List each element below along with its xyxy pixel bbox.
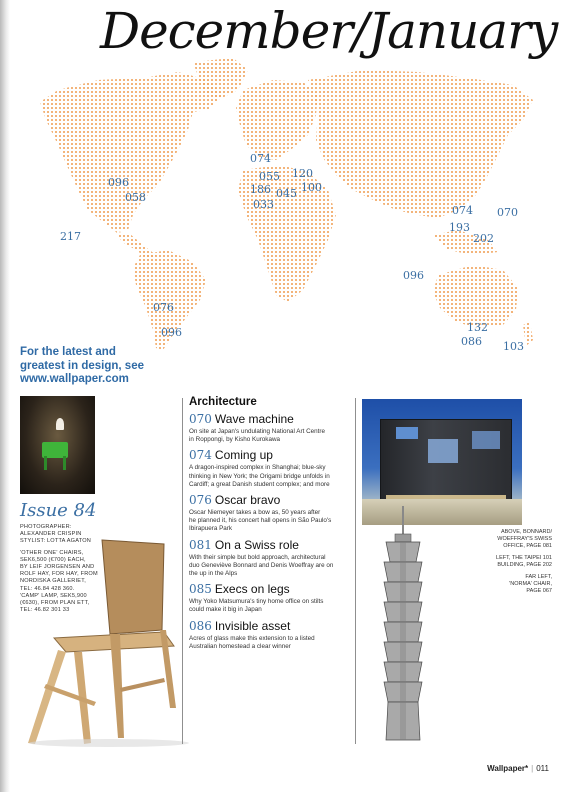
entry-headline: On a Swiss role — [214, 537, 299, 552]
world-map — [18, 50, 548, 360]
map-page-number[interactable]: 120 — [292, 167, 313, 180]
map-page-number[interactable]: 132 — [467, 321, 488, 334]
entry-description: thinking in New York; the Origami bridge unfolds in — [189, 472, 330, 480]
credit-line: ROLF HAY, FOR HAY, FROM — [20, 571, 98, 578]
page-number: 070 — [189, 412, 212, 426]
entry-description: On site at Japan's undulating National Art Centre — [189, 428, 325, 435]
caption-line: FAR LEFT, — [525, 574, 552, 580]
entry-headline: Execs on legs — [214, 582, 290, 597]
page-footer: Wallpaper* | 011 — [487, 764, 549, 773]
window-reflection — [396, 427, 418, 439]
caption-line: BUILDING, PAGE 202 — [497, 562, 552, 568]
credit-line: BY LEIF JORGENSEN AND — [20, 564, 95, 571]
entry-description: could make it big in Japan — [189, 606, 262, 614]
caption-line: WOEFFRAY'S SWISS — [497, 536, 552, 542]
page-number: 074 — [189, 448, 212, 463]
contents-entry[interactable] — [189, 536, 349, 579]
map-page-number[interactable]: 202 — [473, 232, 494, 245]
map-page-number[interactable]: 070 — [497, 206, 518, 219]
map-page-number[interactable]: 217 — [60, 230, 81, 243]
contents-architecture — [189, 396, 349, 653]
window-reflection — [428, 439, 458, 463]
map-page-number[interactable]: 074 — [250, 152, 271, 165]
credit-line: TEL: 46.84 428 360. — [20, 585, 75, 592]
map-page-number[interactable]: 058 — [125, 191, 146, 204]
entry-headline: Coming up — [214, 448, 273, 463]
credit-line: SEK6,500 (€700) EACH, — [20, 556, 86, 563]
page-spine-shadow — [0, 0, 10, 792]
window-reflection — [472, 431, 500, 449]
map-page-number[interactable]: 074 — [452, 204, 473, 217]
image-captions — [470, 529, 552, 595]
contents-entry[interactable] — [189, 446, 349, 489]
continent-australia — [433, 265, 518, 328]
credit-line: ALEXANDER CRISPIN — [20, 531, 82, 538]
continent-new-zealand — [523, 322, 533, 346]
entry-headline: Wave machine — [214, 412, 294, 426]
entry-description: Cardiff; a great Danish student complex; and more — [189, 480, 330, 488]
map-page-number[interactable]: 186 — [250, 183, 271, 196]
entry-description: the up in the Alps — [189, 570, 238, 578]
entry-description: duo Geneviève Bonnard and Denis Woeffray are on — [189, 561, 334, 569]
chair-leg — [44, 456, 47, 470]
continent-north-america — [40, 72, 223, 232]
folio: 011 — [536, 764, 549, 773]
magazine-brand: Wallpaper* — [487, 764, 529, 773]
credit-line: (€630), FROM PLAN ETT, — [20, 600, 90, 607]
callout-line: greatest in design, see — [20, 359, 144, 372]
credit-line: 'OTHER ONE' CHAIRS, — [20, 549, 84, 556]
map-page-number[interactable]: 193 — [449, 221, 470, 234]
map-page-number[interactable]: 033 — [253, 198, 274, 211]
map-page-number[interactable]: 096 — [161, 326, 182, 339]
credit-line: STYLIST: LOTTA AGATON — [20, 538, 92, 545]
map-page-number[interactable]: 096 — [108, 176, 129, 189]
page-number: 076 — [189, 493, 212, 508]
entry-description: Acres of glass make this extension to a listed — [189, 634, 315, 642]
map-page-number[interactable]: 100 — [301, 181, 322, 194]
callout-line: For the latest and — [20, 346, 116, 358]
page-number: 085 — [189, 582, 212, 597]
column-divider — [355, 398, 356, 744]
entry-description: With their simple but bold approach, architectural — [189, 553, 326, 561]
page-title: December/January — [100, 2, 558, 60]
entry-description: A dragon-inspired complex in Shanghai; blue-sky — [189, 464, 326, 472]
caption-line: OFFICE, PAGE 081 — [503, 543, 552, 549]
map-page-number[interactable]: 055 — [259, 170, 280, 183]
page-number: 081 — [189, 537, 212, 552]
entry-description: in Roppongi, by Kisho Kurokawa — [189, 436, 281, 444]
map-page-number[interactable]: 086 — [461, 335, 482, 348]
entry-description: Ibirapuera Park — [189, 525, 233, 533]
credit-line: TEL: 46.82 301 33 — [20, 607, 70, 614]
map-page-number[interactable]: 076 — [153, 301, 174, 314]
caption-line: PAGE 067 — [526, 588, 552, 594]
continent-asia — [308, 70, 533, 218]
caption-line: ABOVE, BONNARD/ — [500, 529, 552, 535]
lamp-shape — [56, 418, 64, 430]
wooden-chair-image — [14, 538, 189, 748]
cover-thumbnail-image — [20, 396, 95, 494]
continent-europe — [236, 80, 318, 160]
contents-entry[interactable] — [189, 617, 349, 651]
entry-description: Why Yoko Matsumura's tiny home office on stilts — [189, 598, 324, 606]
entry-description: he planned it, his concert hall opens in São Paulo's — [189, 517, 332, 525]
entry-headline: Invisible asset — [214, 618, 291, 633]
callout-url[interactable]: www.wallpaper.com — [20, 373, 129, 385]
caption-line: 'NORMA' CHAIR, — [509, 581, 552, 587]
section-heading: Architecture — [189, 396, 257, 408]
entry-description: Oscar Niemeyer takes a bow as, 50 years after — [189, 509, 321, 517]
contents-entry[interactable] — [189, 580, 349, 614]
contents-entry[interactable] — [189, 491, 349, 534]
entry-description: Australian homestead a clear winner — [189, 642, 291, 650]
chair-leg — [63, 456, 66, 470]
credit-line: PHOTOGRAPHER: — [20, 524, 72, 530]
caption-line: LEFT, THE TAIPEI 101 — [496, 555, 552, 561]
entry-headline: Oscar bravo — [214, 493, 281, 508]
contents-entry[interactable] — [189, 410, 349, 444]
map-page-number[interactable]: 103 — [503, 340, 524, 353]
credit-line: NORDISKA GALLERIET, — [20, 578, 86, 585]
map-page-number[interactable]: 096 — [403, 269, 424, 282]
taipei-101-image — [362, 506, 444, 742]
map-page-number[interactable]: 045 — [276, 187, 297, 200]
credit-line: 'CAMP' LAMP, SEK5,900 — [20, 592, 87, 599]
issue-label: Issue 84 — [20, 500, 97, 521]
page-number: 086 — [189, 618, 212, 633]
website-callout — [20, 346, 190, 387]
column-divider — [182, 398, 183, 744]
